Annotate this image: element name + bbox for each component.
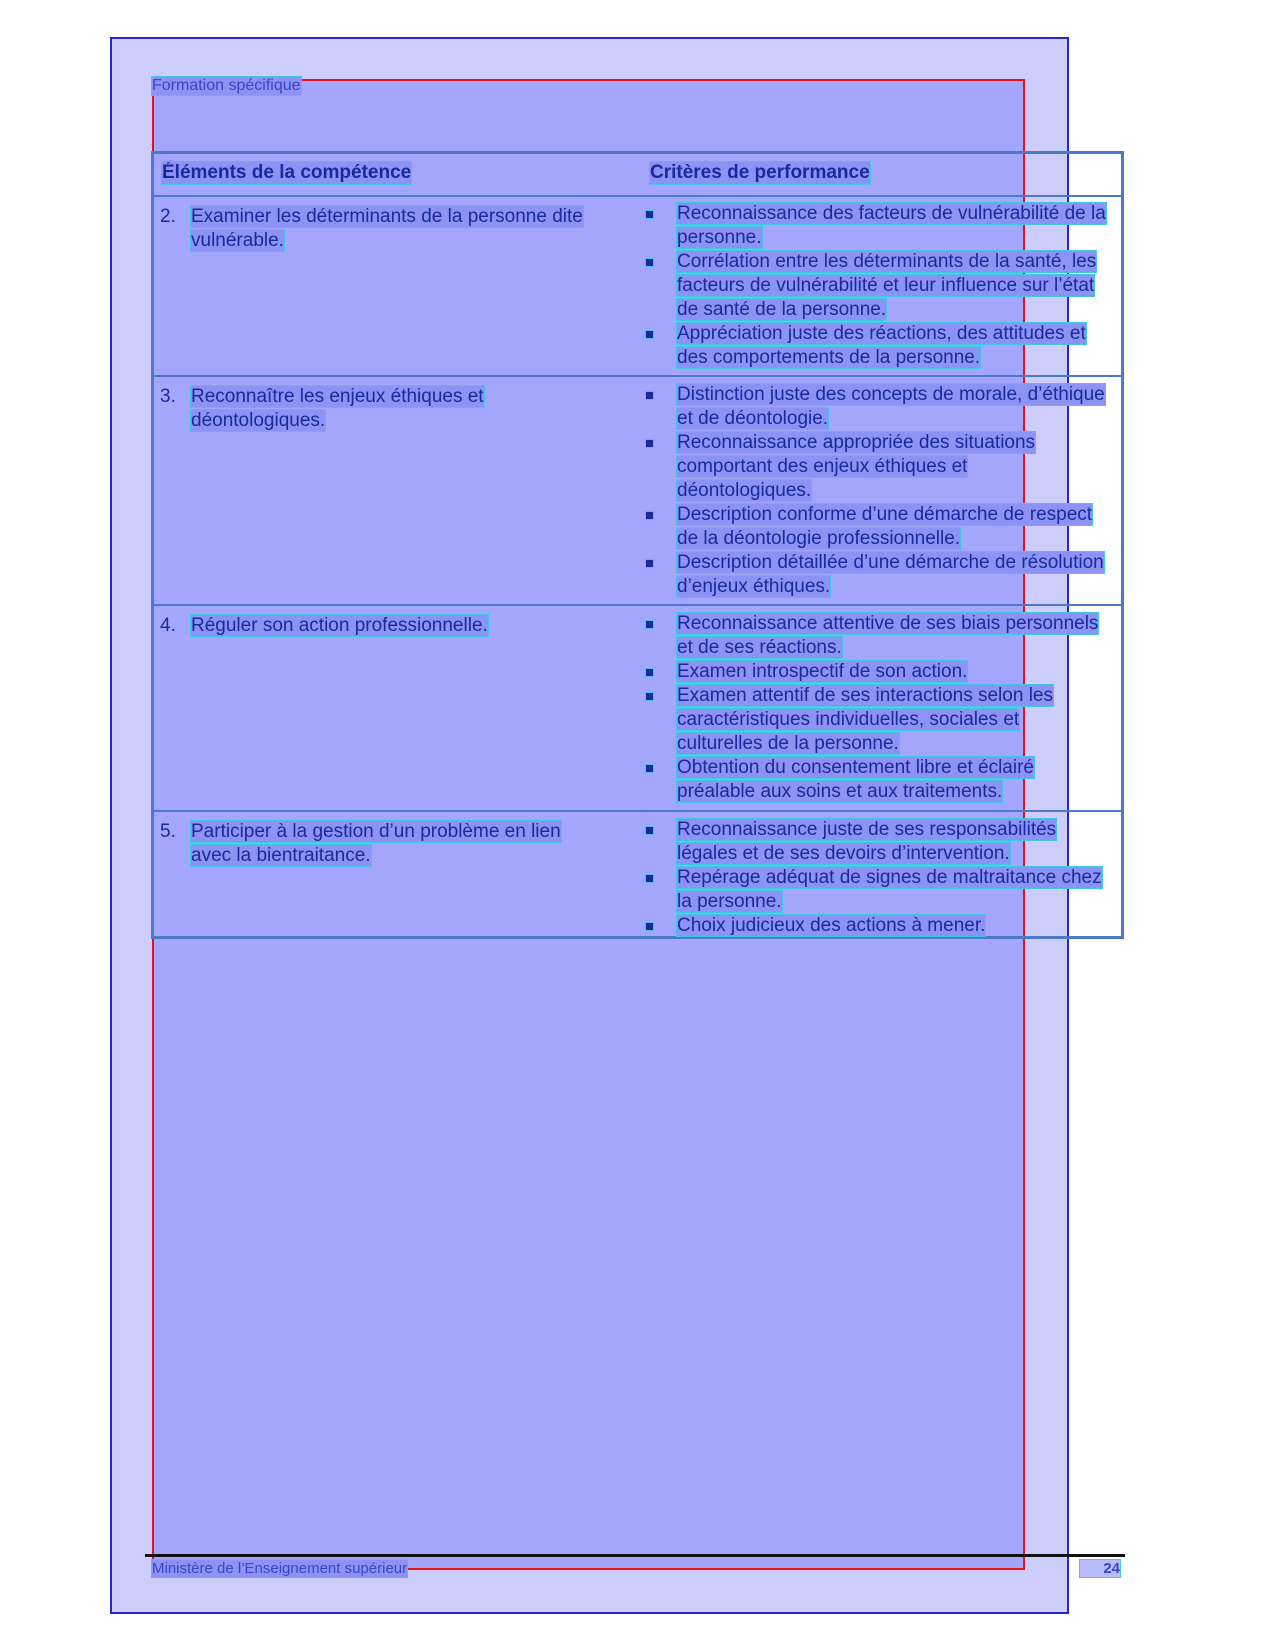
column-header-elements: Éléments de la compétence [162, 162, 412, 183]
bullet-icon [646, 621, 653, 628]
element-text-line: Réguler son action professionnelle. [191, 615, 488, 636]
bullet-icon [646, 259, 653, 266]
header-divider [153, 195, 1122, 197]
bullet-icon [646, 440, 653, 447]
bullet-icon [646, 875, 653, 882]
list-item: Corrélation entre les déterminants de la santé, les facteurs de vulnérabilité et leur influence sur l’état de santé de la personne. [646, 250, 1106, 322]
list-item: Reconnaissance appropriée des situations comportant des enjeux éthiques et déontologiques. [646, 431, 1106, 503]
element-text-line: déontologiques. [191, 410, 326, 431]
list-item: Appréciation juste des réactions, des attitudes et des comportements de la personne. [646, 322, 1106, 370]
row-divider [153, 604, 1122, 606]
list-item: Reconnaissance des facteurs de vulnérabilité de la personne. [646, 202, 1106, 250]
list-item: Repérage adéquat de signes de maltraitance chez la personne. [646, 866, 1106, 914]
criteria-list [646, 383, 1106, 599]
footer-ministry: Ministère de l’Enseignement supérieur [152, 1560, 408, 1577]
list-item: Reconnaissance attentive de ses biais personnels et de ses réactions. [646, 612, 1106, 660]
table-row-element [160, 614, 660, 638]
list-item: Examen attentif de ses interactions selon les caractéristiques individuelles, sociales et culturelles de la personne. [646, 684, 1106, 756]
bullet-icon [646, 923, 653, 930]
running-header: Formation spécifique [152, 77, 301, 94]
row-divider [153, 810, 1122, 812]
criteria-list [646, 612, 1106, 804]
element-text-line: Participer à la gestion d’un problème en lien [191, 821, 561, 842]
list-item: Examen introspectif de son action. [646, 660, 1106, 684]
table-row-element [160, 385, 660, 433]
bullet-icon [646, 669, 653, 676]
bullet-icon [646, 211, 653, 218]
list-item: Reconnaissance juste de ses responsabilités légales et de ses devoirs d’intervention. [646, 818, 1106, 866]
criteria-list [646, 818, 1106, 938]
element-text-line: Examiner les déterminants de la personne dite [191, 206, 583, 227]
element-number: 2. [160, 206, 176, 227]
bullet-icon [646, 392, 653, 399]
element-text-line: avec la bientraitance. [191, 845, 371, 866]
element-text-line: Reconnaître les enjeux éthiques et [191, 386, 484, 407]
bullet-icon [646, 693, 653, 700]
bullet-icon [646, 765, 653, 772]
list-item: Distinction juste des concepts de morale, d’éthique et de déontologie. [646, 383, 1106, 431]
row-divider [153, 375, 1122, 377]
list-item: Description conforme d’une démarche de respect de la déontologie professionnelle. [646, 503, 1106, 551]
list-item: Choix judicieux des actions à mener. [646, 914, 1106, 938]
footer-rule [145, 1554, 1125, 1557]
bullet-icon [646, 512, 653, 519]
table-row-element [160, 820, 660, 868]
table-row-element [160, 205, 660, 253]
bullet-icon [646, 560, 653, 567]
page-number: 24 [1080, 1560, 1120, 1577]
list-item: Description détaillée d’une démarche de résolution d’enjeux éthiques. [646, 551, 1106, 599]
bullet-icon [646, 827, 653, 834]
bullet-icon [646, 331, 653, 338]
criteria-list [646, 202, 1106, 370]
list-item: Obtention du consentement libre et éclairé préalable aux soins et aux traitements. [646, 756, 1106, 804]
column-header-criteria: Critères de performance [650, 162, 870, 183]
element-number: 3. [160, 386, 176, 407]
element-text-line: vulnérable. [191, 230, 284, 251]
element-number: 4. [160, 615, 176, 636]
element-number: 5. [160, 821, 176, 842]
